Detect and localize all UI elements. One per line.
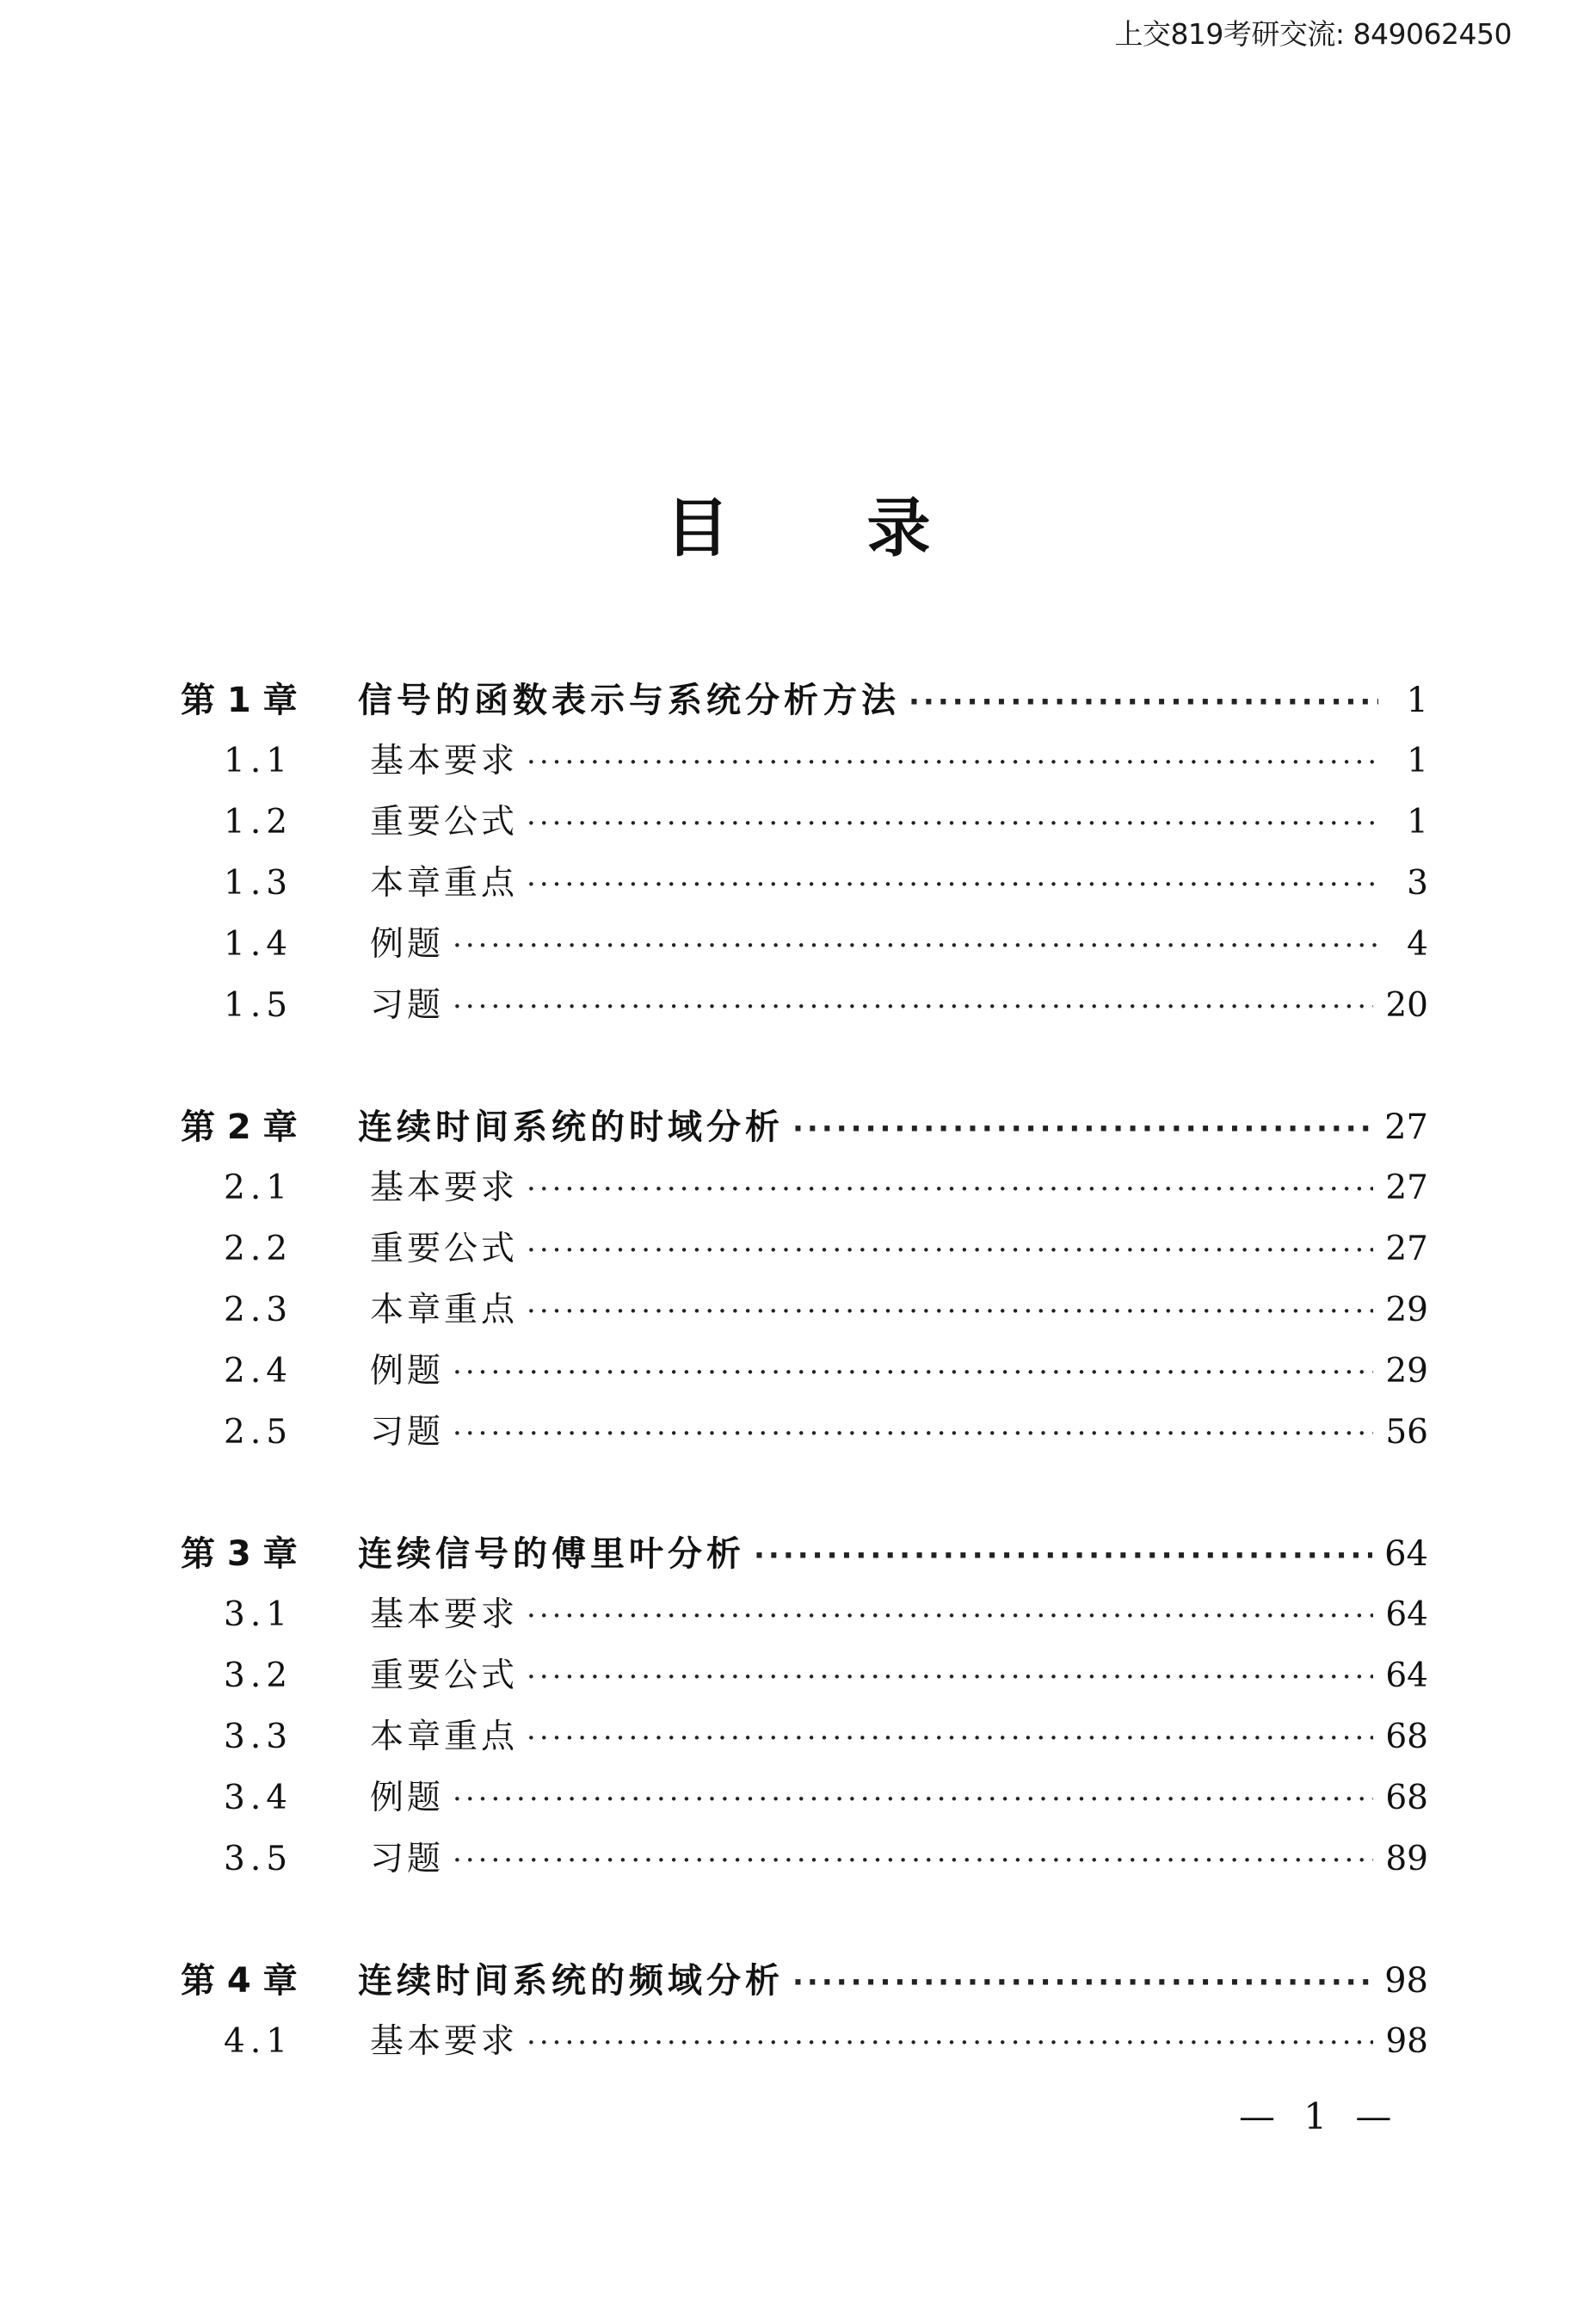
page-title: 目录 <box>665 491 1069 565</box>
toc-entry-section[interactable] <box>181 1832 1428 1893</box>
toc-entry-section[interactable] <box>181 1771 1428 1832</box>
toc-entry-section[interactable] <box>181 1344 1428 1405</box>
dot-leader <box>527 1172 1373 1206</box>
page-number: 98 <box>1384 1961 1428 2001</box>
section-number: 2.4 <box>224 1352 293 1391</box>
chapter-3 <box>181 1527 1428 1893</box>
page-number: 89 <box>1385 1840 1428 1878</box>
page-number: 29 <box>1385 1291 1428 1329</box>
page-number: 27 <box>1385 1169 1428 1207</box>
section-number: 2.3 <box>224 1291 293 1329</box>
section-title: 例题 <box>370 1352 445 1391</box>
dot-leader <box>453 1843 1373 1878</box>
section-number: 1.3 <box>224 864 293 903</box>
section-number: 2.5 <box>224 1413 293 1452</box>
section-number: 2.1 <box>224 1169 293 1207</box>
section-title: 例题 <box>370 1779 445 1817</box>
dot-leader <box>792 1965 1372 2000</box>
section-number: 1.2 <box>224 803 293 842</box>
page-number: 4 <box>1407 925 1428 964</box>
chapter-1 <box>181 673 1428 1039</box>
dot-leader <box>527 1233 1373 1268</box>
page-number: 1 <box>1407 803 1428 842</box>
toc-entry-section[interactable] <box>181 2014 1428 2076</box>
section-number: 3.2 <box>224 1656 293 1695</box>
section-number: 1.5 <box>224 986 293 1025</box>
section-number: 3.1 <box>224 1595 293 1634</box>
toc-entry-section[interactable] <box>181 1405 1428 1466</box>
dot-leader <box>453 990 1373 1024</box>
section-title: 习题 <box>370 986 445 1025</box>
chapter-number: 第 3 章 <box>181 1534 298 1574</box>
page-number: 64 <box>1384 1534 1428 1574</box>
toc-entry-section[interactable] <box>181 917 1428 978</box>
dot-leader <box>527 2026 1373 2060</box>
section-title: 基本要求 <box>370 1169 519 1207</box>
section-number: 1.4 <box>224 925 293 964</box>
page-number: 29 <box>1385 1352 1428 1391</box>
page-number: 56 <box>1385 1413 1428 1452</box>
chapter-2 <box>181 1100 1428 1466</box>
page-footer-number: — 1 — <box>1239 2095 1401 2137</box>
toc-entry-section[interactable] <box>181 795 1428 856</box>
toc-entry-chapter[interactable] <box>181 673 1428 734</box>
page-number: 64 <box>1385 1656 1428 1695</box>
section-title: 重要公式 <box>370 803 519 842</box>
toc-entry-section[interactable] <box>181 1161 1428 1222</box>
toc-entry-chapter[interactable] <box>181 1953 1428 2014</box>
chapter-title: 连续信号的傅里叶分析 <box>358 1534 745 1574</box>
section-title: 重要公式 <box>370 1656 519 1695</box>
page-number: 27 <box>1385 1230 1428 1268</box>
section-number: 3.5 <box>224 1840 293 1878</box>
chapter-number: 第 1 章 <box>181 681 298 720</box>
section-title: 本章重点 <box>370 864 519 903</box>
chapter-title: 连续时间系统的时域分析 <box>358 1107 784 1147</box>
page-number: 64 <box>1385 1595 1428 1634</box>
dot-leader <box>453 928 1378 963</box>
page-number: 68 <box>1385 1779 1428 1817</box>
page-number: 1 <box>1406 681 1428 720</box>
section-number: 3.3 <box>224 1718 293 1756</box>
chapter-4 <box>181 1953 1428 2076</box>
dot-leader <box>909 685 1378 719</box>
dot-leader <box>527 1721 1373 1755</box>
section-title: 基本要求 <box>370 1595 519 1634</box>
dot-leader <box>754 1539 1372 1573</box>
section-title: 基本要求 <box>370 2022 519 2061</box>
toc-entry-section[interactable] <box>181 1649 1428 1710</box>
section-title: 本章重点 <box>370 1291 519 1329</box>
chapter-number: 第 4 章 <box>181 1961 298 2001</box>
toc-entry-section[interactable] <box>181 978 1428 1039</box>
dot-leader <box>527 1599 1373 1633</box>
toc-entry-chapter[interactable] <box>181 1527 1428 1588</box>
dot-leader <box>527 1660 1373 1694</box>
toc-entry-section[interactable] <box>181 1588 1428 1649</box>
toc-entry-section[interactable] <box>181 1710 1428 1771</box>
toc-entry-section[interactable] <box>181 1222 1428 1283</box>
section-number: 3.4 <box>224 1779 293 1817</box>
toc-entry-section[interactable] <box>181 734 1428 795</box>
toc-entry-section[interactable] <box>181 1283 1428 1344</box>
section-number: 4.1 <box>224 2022 293 2061</box>
section-number: 1.1 <box>224 742 293 780</box>
chapter-title: 连续时间系统的频域分析 <box>358 1961 784 2001</box>
dot-leader <box>527 806 1378 841</box>
watermark-text: 上交819考研交流: 849062450 <box>1114 17 1512 51</box>
page-number: 20 <box>1385 986 1428 1025</box>
section-title: 例题 <box>370 925 445 964</box>
page-number: 27 <box>1384 1107 1428 1147</box>
dot-leader <box>453 1416 1373 1451</box>
dot-leader <box>527 867 1378 902</box>
section-title: 重要公式 <box>370 1230 519 1268</box>
toc-entry-chapter[interactable] <box>181 1100 1428 1161</box>
dot-leader <box>527 1294 1373 1329</box>
section-title: 基本要求 <box>370 742 519 780</box>
section-title: 习题 <box>370 1840 445 1878</box>
page-number: 98 <box>1385 2022 1428 2061</box>
dot-leader <box>527 745 1378 780</box>
dot-leader <box>792 1112 1372 1146</box>
toc-entry-section[interactable] <box>181 856 1428 917</box>
section-title: 本章重点 <box>370 1718 519 1756</box>
dot-leader <box>453 1355 1373 1390</box>
page-number: 1 <box>1407 742 1428 780</box>
section-number: 2.2 <box>224 1230 293 1268</box>
section-title: 习题 <box>370 1413 445 1452</box>
page-number: 3 <box>1407 864 1428 903</box>
page-number: 68 <box>1385 1718 1428 1756</box>
table-of-contents <box>181 673 1428 2136</box>
chapter-number: 第 2 章 <box>181 1107 298 1147</box>
chapter-title: 信号的函数表示与系统分析方法 <box>358 681 900 720</box>
dot-leader <box>453 1782 1373 1816</box>
